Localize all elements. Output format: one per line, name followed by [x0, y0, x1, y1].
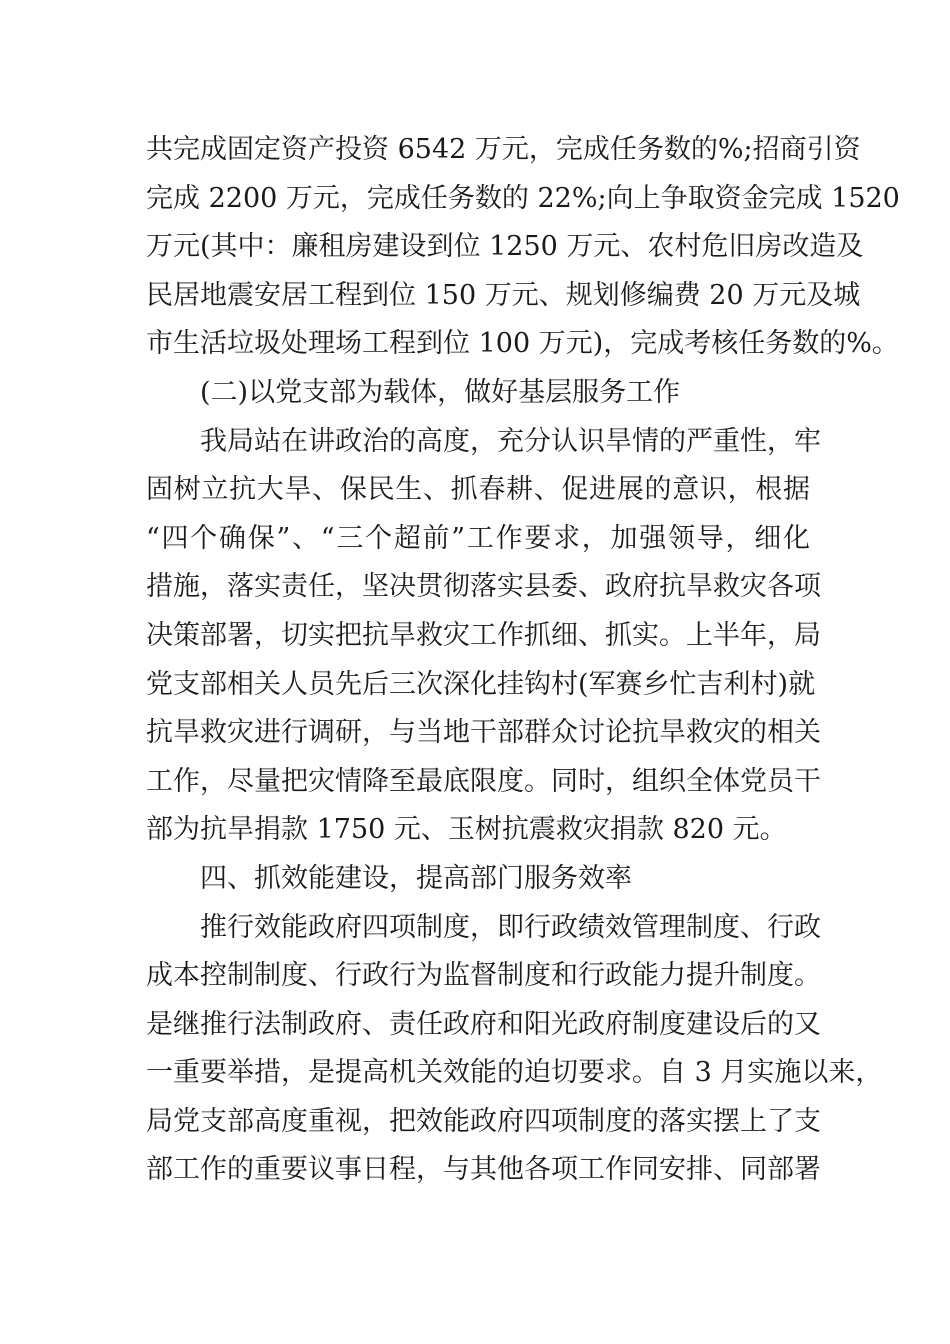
text-line: 成本控制制度、行政行为监督制度和行政能力提升制度。 — [146, 960, 821, 992]
text-line: 抗旱救灾进行调研，与当地干部群众讨论抗旱救灾的相关 — [146, 717, 821, 749]
text-line: 推行效能政府四项制度，即行政绩效管理制度、行政 — [200, 911, 821, 943]
text-line: “四个确保”、“三个超前”工作要求，加强领导，细化 — [146, 522, 810, 554]
text-line: 党支部相关人员先后三次深化挂钩村(军赛乡忙吉利村)就 — [146, 668, 816, 700]
text-line: 是继推行法制政府、责任政府和阳光政府制度建设后的又 — [146, 1008, 821, 1040]
text-line: 一重要举措，是提高机关效能的迫切要求。自 3 月实施以来， — [146, 1057, 883, 1089]
text-line: 万元(其中：廉租房建设到位 1250 万元、农村危旧房改造及 — [146, 231, 864, 263]
text-line: 措施，落实责任，坚决贯彻落实县委、政府抗旱救灾各项 — [146, 571, 821, 603]
text-line: 决策部署，切实把抗旱救灾工作抓细、抓实。上半年，局 — [146, 619, 821, 651]
text-line: 市生活垃圾处理场工程到位 100 万元)，完成考核任务数的%。 — [146, 328, 899, 360]
text-line: 共完成固定资产投资 6542 万元，完成任务数的%;招商引资 — [146, 134, 861, 165]
text-line: 部为抗旱捐款 1750 元、玉树抗震救灾捐款 820 元。 — [146, 814, 787, 846]
text-line: 局党支部高度重视，把效能政府四项制度的落实摆上了支 — [146, 1105, 821, 1137]
document-body — [146, 126, 900, 1195]
text-line: 民居地震安居工程到位 150 万元、规划修编费 20 万元及城 — [146, 279, 861, 311]
text-line: 固树立抗大旱、保民生、抓春耕、促进展的意识，根据 — [146, 474, 810, 506]
text-line: 四、抓效能建设，提高部门服务效率 — [200, 862, 632, 894]
text-line: 部工作的重要议事日程，与其他各项工作同安排、同部署 — [146, 1154, 821, 1186]
text-line: 工作，尽量把灾情降至最底限度。同时，组织全体党员干 — [146, 765, 821, 797]
text-line: 完成 2200 万元，完成任务数的 22%;向上争取资金完成 1520 — [146, 182, 900, 214]
text-line: 我局站在讲政治的高度，充分认识旱情的严重性，牢 — [200, 425, 821, 457]
text-line: (二)以党支部为载体，做好基层服务工作 — [200, 376, 681, 408]
